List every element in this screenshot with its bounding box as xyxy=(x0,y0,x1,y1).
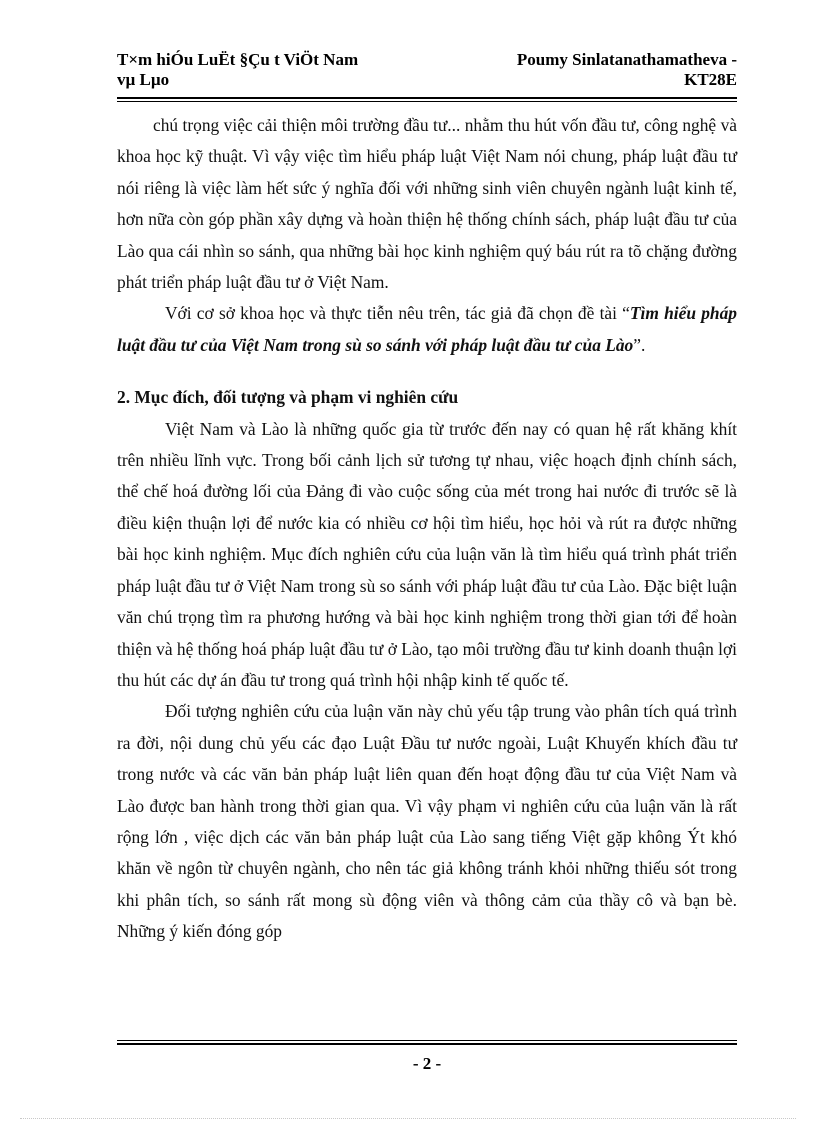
paragraph-2 xyxy=(117,298,737,361)
paragraph-1: chú trọng việc cải thiện môi trường đầu tư... nhằm thu hút vốn đầu tư, công nghệ và khoa học kỹ thuật. Vì vậy việc tìm hiểu pháp luật Việt Nam nói chung, pháp luật đầu tư nói riêng là việc làm hết sức ý nghĩa đối với những sinh viên chuyên ngành luật kinh tế, hơn nữa còn góp phần xây dựng và hoàn thiện hệ thống chính sách, pháp luật đầu tư của Lào qua cái nhìn so sánh, qua những bài học kinh nghiệm quý báu rút ra tõ chặng đường phát triển pháp luật đầu tư ở Việt Nam. xyxy=(117,115,737,293)
paragraph-3: Việt Nam và Lào là những quốc gia từ trước đến nay có quan hệ rất khăng khít trên nhiều lĩnh vực. Trong bối cảnh lịch sử tương tự nhau, việc hoạch định chính sách, thể chế hoá đường lối của Đảng đi vào cuộc sống của mét trong hai nước đi trước sẽ là điều kiện thuận lợi để nước kia có nhiều cơ hội tìm hiểu, học hỏi và rút ra được những bài học kinh nghiệm. Mục đích nghiên cứu của luận văn là tìm hiểu quá trình phát triển pháp luật đầu tư ở Việt Nam trong sù so sánh với pháp luật đầu tư của Lào. Đặc biệt luận văn chú trọng tìm ra phương hướng và bài học kinh nghiệm trong thời gian tới để hoàn thiện và hệ thống hoá pháp luật đầu tư ở Lào, tạo môi trường đầu tư kinh doanh thuận lợi thu hút các dự án đầu tư trong quá trình hội nhập kinh tế quốc tế. xyxy=(117,418,737,690)
page-bottom-divider xyxy=(20,1118,796,1119)
section-heading: 2. Mục đích, đối tượng và phạm vi nghiên cứu xyxy=(117,387,459,408)
header-rule-thin xyxy=(117,101,737,102)
paragraph-2-tail: ”. xyxy=(633,334,646,355)
header-rule-thick xyxy=(117,97,737,99)
header-author xyxy=(437,50,737,90)
page-header xyxy=(117,50,737,94)
footer-rule-thick xyxy=(117,1043,737,1045)
footer-rule-thin xyxy=(117,1040,737,1041)
page-number: - 2 - xyxy=(412,1054,442,1073)
header-author-line2: KT28E xyxy=(684,70,737,89)
paragraph-4: Đối tượng nghiên cứu của luận văn này chủ yếu tập trung vào phân tích quá trình ra đời, nội dung chủ yếu các đạo Luật Đầu tư nước ngoài, Luật Khuyến khích đầu tư trong nước và các văn bản pháp luật liên quan đến hoạt động đầu tư của Việt Nam và Lào được ban hành trong thời gian qua. Vì vậy phạm vi nghiên cứu của luận văn là rất rộng lớn , việc dịch các văn bản pháp luật của Lào sang tiếng Việt gặp không Ýt khó khăn về ngôn từ chuyên ngành, cho nên tác giả không tránh khỏi những thiếu sót trong khi phân tích, so sánh rất mong sù động viên và thông cảm của thầy cô và bạn bè. Những ý kiến đóng góp xyxy=(117,701,737,942)
header-title-line1: T×m hiÓu LuËt §Çu t ViÖt Nam xyxy=(117,50,359,69)
body-text xyxy=(117,110,737,948)
thesis-title: Tìm hiểu pháp luật đầu tư của Việt Nam trong sù so sánh với pháp luật đầu tư của Lào xyxy=(117,303,737,355)
header-author-line1: Poumy Sinlatanathamatheva - xyxy=(516,50,737,69)
header-title xyxy=(117,50,417,90)
header-title-line2: vµ Lµo xyxy=(117,70,170,89)
paragraph-2-lead: Với cơ sở khoa học và thực tiễn nêu trên, tác giả đã chọn đề tài “ xyxy=(165,303,630,324)
